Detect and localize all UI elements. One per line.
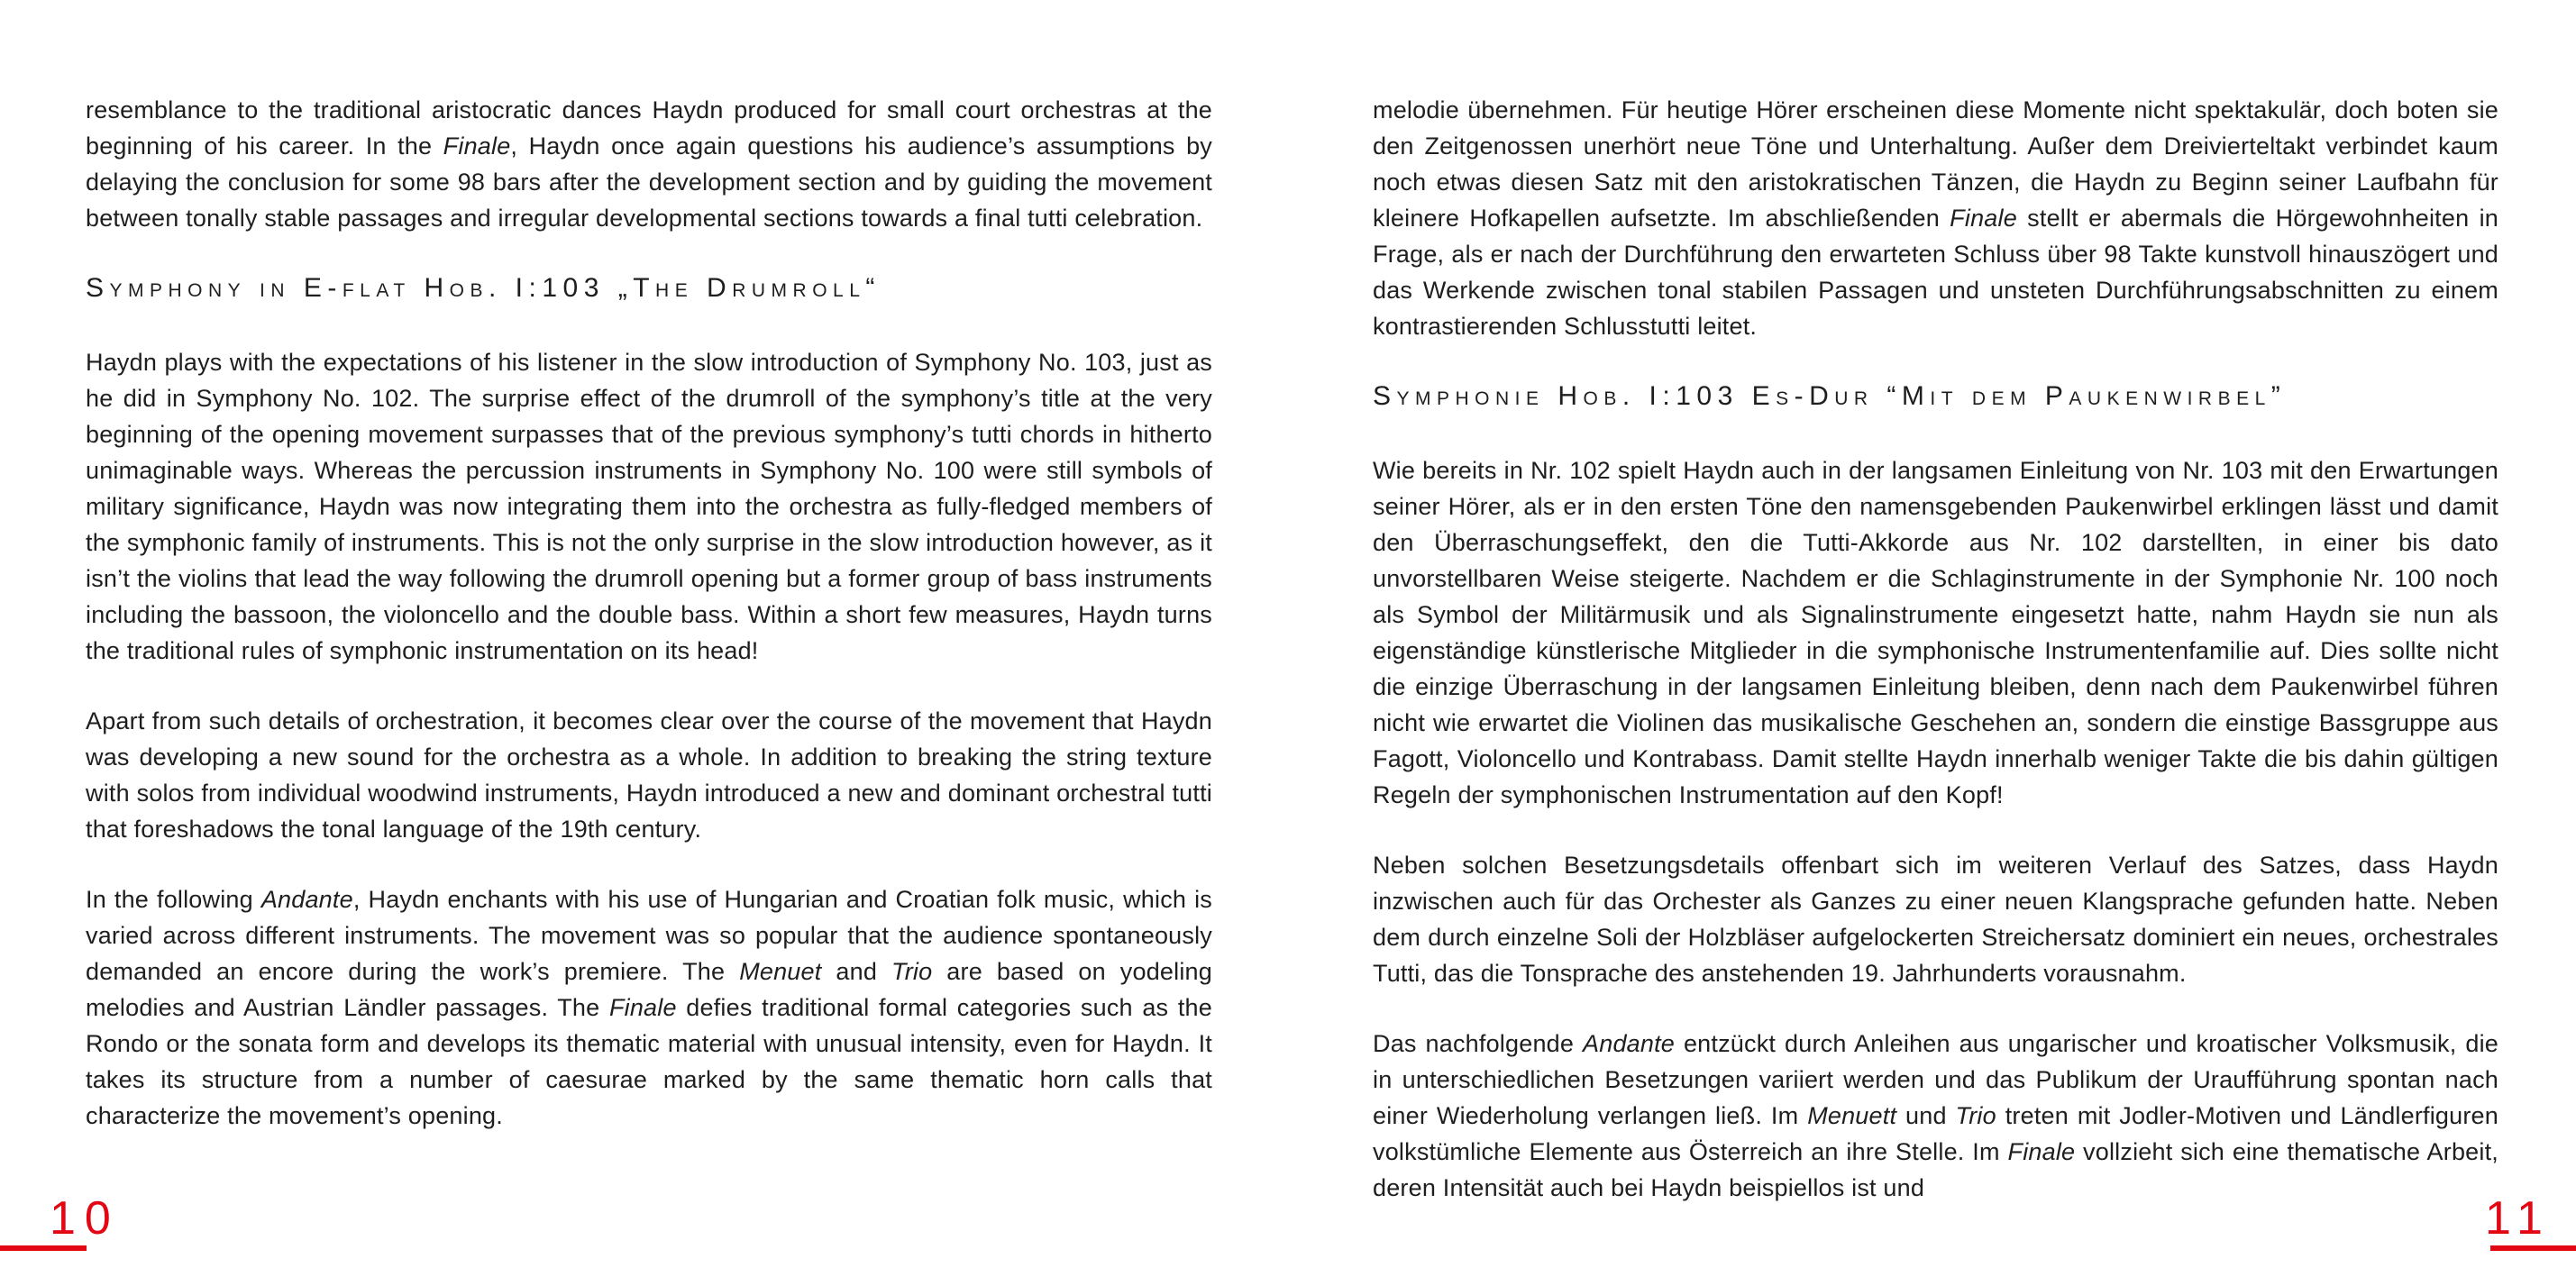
page-number-rule-left: [0, 1245, 87, 1251]
english-section-heading: Symphony in E-flat Hob. I:103 „The Drumroll“: [86, 273, 881, 303]
english-paragraph-continuation: resemblance to the traditional aristocratic dances Haydn produced for small court orchestras at the beginning of his career. In the Finale, Haydn once again questions his audience’s assumptions by delaying the conclusion for some 98 bars after the development section and by guiding the movement between tonally stable passages and irregular developmental sections towards a final tutti celebration.: [86, 96, 1212, 232]
english-paragraph-3: Apart from such details of orchestration, it becomes clear over the course of the movement that Haydn was developing a new sound for the orchestra as a whole. In addition to breaking the string texture with solos from individual woodwind instruments, Haydn introduced a new and dominant orchestral tutti that foreshadows the tonal language of the 19th century.: [86, 707, 1212, 843]
german-paragraph-continuation: melodie übernehmen. Für heutige Hörer erscheinen diese Momente nicht spektakulär, doch boten sie den Zeitgenossen unerhört neue Töne und Unterhaltung. Außer dem Dreivierteltakt verbindet kaum noch etwas diesen Satz mit den aristokratischen Tänzen, die Haydn zu Beginn seiner Laufbahn für kleinere Hofkapellen aufsetzte. Im abschließenden Finale stellt er abermals die Hörgewohnheiten in Frage, als er nach der Durchführung den erwarteten Schluss über 98 Takte kunstvoll hinauszögert und das Werkende zwischen tonal stabilen Passagen und unsteten Durchführungsabschnitten zu einem kontrastierenden Schlusstutti leitet.: [1373, 96, 2498, 340]
german-text-column: [1373, 92, 2498, 1206]
english-text-column: [86, 92, 1212, 1134]
english-paragraph-2: Haydn plays with the expectations of his listener in the slow introduction of Symphony No. 103, just as he did in Symphony No. 102. The surprise effect of the drumroll of the symphony’s title at the very beginning of the opening movement surpasses that of the previous symphony’s tutti chords in hitherto unimaginable ways. Whereas the percussion instruments in Symphony No. 100 were still symbols of military significance, Haydn was now integrating them into the orchestra as fully-fledged members of the symphonic family of instruments. This is not the only surprise in the slow introduction however, as it isn’t the violins that lead the way following the drumroll opening but a former group of bass instruments including the bassoon, the violoncello and the double bass. Within a short few measures, Haydn turns the traditional rules of symphonic instrumentation on its head!: [86, 349, 1212, 664]
page-number-right: 11: [2485, 1192, 2552, 1245]
english-paragraph-4: In the following Andante, Haydn enchants with his use of Hungarian and Croatian folk music, which is varied across different instruments. The movement was so popular that the audience spontaneously demanded an encore during the work’s premiere. The Menuet and Trio are based on yodeling melodies and Austrian Ländler passages. The Finale defies traditional formal categories such as the Rondo or the sonata form and develops its thematic material with unusual intensity, even for Haydn. It takes its structure from a number of caesurae marked by the same thematic horn calls that characterize the movement’s opening.: [86, 886, 1212, 1129]
german-section-heading: Symphonie Hob. I:103 Es-Dur “Mit dem Paukenwirbel”: [1373, 381, 2287, 411]
german-paragraph-4: Das nachfolgende Andante entzückt durch Anleihen aus ungarischer und kroatischer Volksmusik, die in unterschiedlichen Besetzungen variiert werden und das Publikum der Uraufführung spontan nach einer Wiederholung verlangen ließ. Im Menuett und Trio treten mit Jodler-Motiven und Ländlerfiguren volkstümliche Elemente aus Österreich an ihre Stelle. Im Finale vollzieht sich eine thematische Arbeit, deren Intensität auch bei Haydn beispiellos ist und: [1373, 1030, 2498, 1201]
german-paragraph-3: Neben solchen Besetzungsdetails offenbart sich im weiteren Verlauf des Satzes, dass Haydn inzwischen auch für das Orchester als Ganzes zu einer neuen Klangsprache gefunden hatte. Neben dem durch einzelne Soli der Holzbläser aufgelockerten Streichersatz dominiert ein neues, orchestrales Tutti, das die Tonsprache des anstehenden 19. Jahrhunderts vorausnahm.: [1373, 852, 2498, 987]
german-paragraph-2: Wie bereits in Nr. 102 spielt Haydn auch in der langsamen Einleitung von Nr. 103 mit den Erwartungen seiner Hörer, als er in den ersten Töne den namensgebenden Paukenwirbel erklingen lässt und damit den Überraschungseffekt, den die Tutti-Akkorde aus Nr. 102 darstellten, in einer bis dato unvorstellbaren Weise steigerte. Nachdem er die Schlaginstrumente in der Symphonie Nr. 100 noch als Symbol der Militärmusik und als Signalinstrumente eingesetzt hatte, nahm Haydn sie nun als eigenständige künstlerische Mitglieder in die symphonische Instrumentenfamilie auf. Dies sollte nicht die einzige Überraschung in der langsamen Einleitung bleiben, denn nach dem Paukenwirbel führen nicht wie erwartet die Violinen das musikalische Geschehen an, sondern die einstige Bassgruppe aus Fagott, Violoncello und Kontrabass. Damit stellte Haydn innerhalb weniger Takte die bis dahin gültigen Regeln der symphonischen Instrumentation auf den Kopf!: [1373, 457, 2498, 808]
page-right-german: [1288, 0, 2576, 1277]
page-number-left: 10: [50, 1192, 120, 1245]
page-number-rule-right: [2490, 1245, 2576, 1251]
